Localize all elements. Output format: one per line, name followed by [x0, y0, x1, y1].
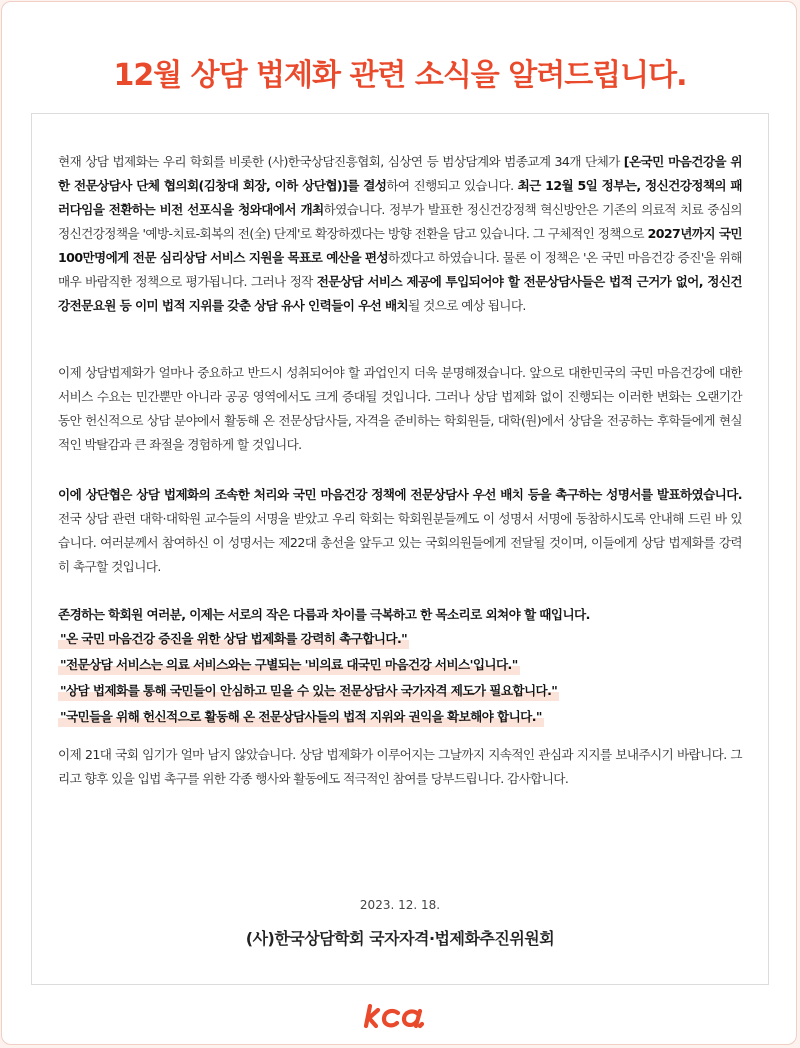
emphasis-text: 2027년까지 국민 100만명에게 전문 심리상담 서비스 지원을 목표로 예산을 편성 [58, 226, 742, 265]
body-text: 될 것으로 예상 됩니다. [408, 298, 526, 313]
appeal-block [58, 603, 742, 743]
body-text: 하여 진행되고 있습니다. [386, 178, 518, 193]
emphasis-text: 이에 상단협은 상담 법제화의 조속한 처리와 국민 마음건강 정책에 전문상담사 우선 배치 등을 촉구하는 성명서를 발표하였습니다. [58, 487, 742, 502]
appeal-lead: 존경하는 학회원 여러분, 이제는 서로의 작은 다름과 차이를 극복하고 한 목소리로 외쳐야 할 때입니다. [58, 607, 590, 622]
letter-date: 2023. 12. 18. [359, 898, 441, 912]
paragraph-5: 이제 21대 국회 임기가 얼마 남지 않았습니다. 상담 법제화가 이루어지는 그날까지 지속적인 관심과 지지를 보내주시기 바랍니다. 그리고 향후 있을 입법 촉구를 위한 각종 행사와 활동에도 적극적인 참여를 당부드립니다. 감사합니다. [58, 747, 742, 786]
paragraph-3 [58, 483, 742, 603]
body-text: 전국 상담 관련 대학·대학원 교수들의 서명을 받았고 우리 학회는 학회원분들께도 이 성명서 서명에 동참하시도록 안내해 드린 바 있습니다. 여러분께서 참여하신 이 성명서는 제22대 총선을 앞두고 있는 국회의원들에게 전달될 것이며, 이들에게 상담 법제화를 강력히 촉구할 것입니다. [58, 511, 742, 574]
body-text: 하였습니다. 정부가 발표한 정신건강정책 혁신방안은 기존의 의료적 치료 중심의 정신건강정책을 '예방-치료-회복의 전(全) 단계'로 확장하겠다는 방향 전환을 담고 있습니다. 그 구체적인 정책으로 [58, 202, 742, 241]
organization-signature: (사)한국상담학회 국자자격·법제화추진위원회 [245, 929, 555, 948]
appeal-quote: "온 국민 마음건강 증진을 위한 상담 법제화를 강력히 촉구합니다." [58, 629, 409, 649]
emphasis-text: [온국민 마음건강을 위한 전문상담사 단체 협의회(김창대 회장, 이하 상단협)]를 결성 [58, 154, 742, 193]
emphasis-text: 최근 12월 5일 정부는, 정신건강정책의 패러다임을 전환하는 비전 선포식을 청와대에서 개최 [58, 178, 742, 217]
paragraph-2: 이제 상담법제화가 얼마나 중요하고 반드시 성취되어야 할 과업인지 더욱 분명해졌습니다. 앞으로 대한민국의 국민 마음건강에 대한 서비스 수요는 민간뿐만 아니라 공공 영역에서도 크게 증대될 것입니다. 그러나 상담 법제화 없이 진행되는 이러한 변화는 오랜기간 동안 헌신적으로 상담 분야에서 활동해 온 전문상담사들, 자격을 준비하는 학회원들, 대학(원)에서 상담을 전공하는 후학들에게 현실적인 박탈감과 큰 좌절을 경험하게 할 것입니다. [58, 365, 742, 452]
paragraph-1 [58, 150, 742, 361]
body-text: 하겠다고 하였습니다. 물론 이 정책은 '온 국민 마음건강 증진'을 위해 매우 바람직한 정책으로 평가됩니다. 그러나 정작 [58, 250, 742, 289]
page-title: 12월 상담 법제화 관련 소식을 알려드립니다. [113, 58, 687, 93]
appeal-quote: "국민들을 위해 헌신적으로 활동해 온 전문상담사들의 법적 지위와 권익을 확보해야 합니다." [58, 707, 544, 727]
body-text: 현재 상담 법제화는 우리 학회를 비롯한 (사)한국상담진흥협회, 심상연 등 범상담계와 범종교계 34개 단체가 [58, 154, 624, 169]
kca-logo-icon [360, 1000, 440, 1030]
letter-body [58, 150, 742, 791]
appeal-quote: "전문상담 서비스는 의료 서비스와는 구별되는 '비의료 대국민 마음건강 서비스'입니다." [58, 655, 520, 675]
emphasis-text: 전문상담 서비스 제공에 투입되어야 할 전문상담사들은 법적 근거가 없어, 정신건강전문요원 등 이미 법적 지위를 갖춘 상담 유사 인력들이 우선 배치 [58, 274, 742, 313]
appeal-quote: "상담 법제화를 통해 국민들이 안심하고 믿을 수 있는 전문상담사 국가자격 제도가 필요합니다." [58, 681, 559, 701]
